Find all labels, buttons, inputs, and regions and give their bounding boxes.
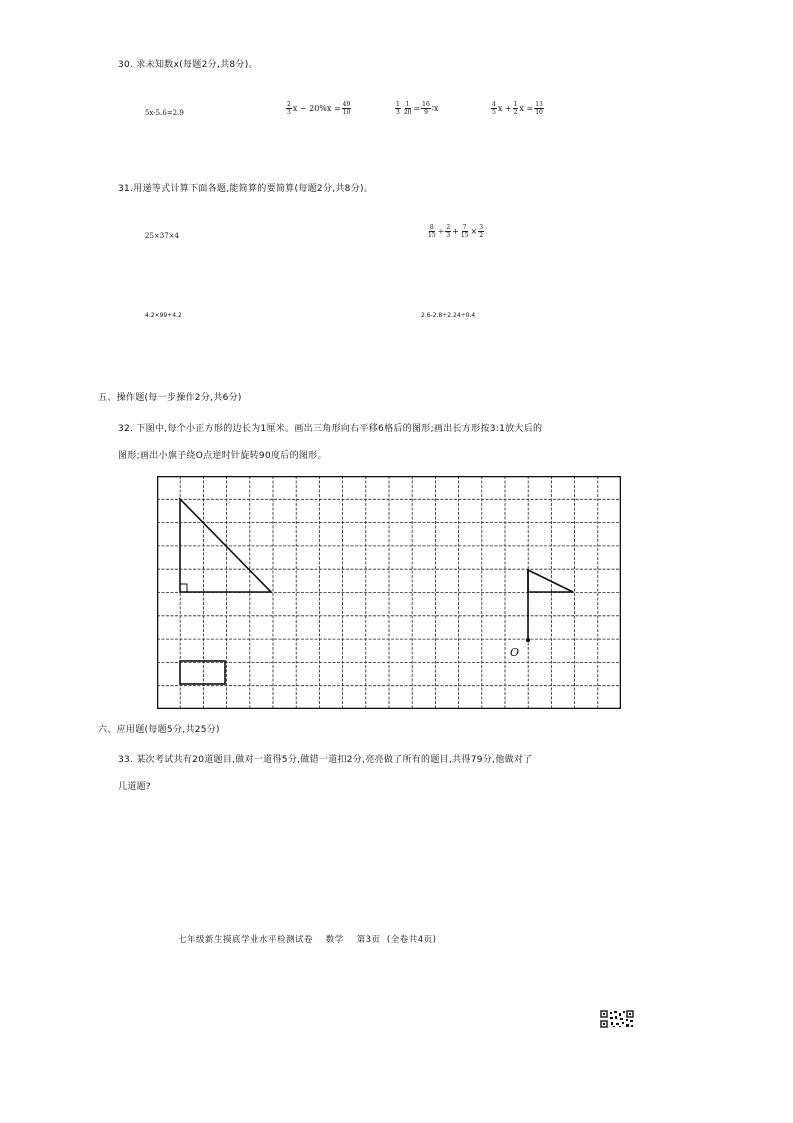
right-angle-mark [180,584,187,592]
point-o-label: O [510,646,520,659]
q31-title: 31.用递等式计算下面各题,能简算的要简算(每题2分,共8分)。 [118,184,374,194]
q30-eq1: 5x-5.6=2.9 [145,109,184,117]
section-6-title: 六、应用题(每题5分,共25分) [98,725,220,735]
q31-e2: $\frac{8}{15}$ ÷ $\frac{2}{3}$ + $\frac{7}{15}$ × $\frac{3}{2}$ [428,224,484,239]
page-footer: 七年级新生摸底学业水平检测试卷 数学 第3页 (全卷共4页) [178,935,437,945]
grid-svg [157,476,621,709]
qr-code-icon [600,1010,634,1028]
q31-e3: 4.2×99+4.2 [145,312,182,319]
q33-line2: 几道题? [118,782,151,792]
q31-e4: 2.6-2.8÷2.24÷0.4 [421,312,476,319]
q30-title: 30. 求未知数x(每题2分,共8分)。 [118,60,258,70]
q30-eq2: $\frac{2}{3}$ x − 20%x = $\frac{49}{10}$ [287,101,351,116]
q32-line2: 图形;画出小旗子绕O点逆时针旋转90度后的图形。 [118,451,327,461]
rectangle [180,661,225,684]
q30-eq3: $\frac{1}{3}$ $\frac{1}{20}$ = $\frac{16}{9}$ ∶x [396,101,439,116]
q30-eq4: $\frac{4}{5}$ x + $\frac{1}{2}$ x = $\frac{13}{10}$ [492,101,543,116]
point-o [526,638,530,642]
q33-line1: 33. 某次考试共有20道题目,做对一道得5分,做错一道扣2分,亮亮做了所有的题目,共得79分,他做对了 [118,755,533,765]
q31-e1: 25×37×4 [145,232,179,240]
section-5-title: 五、操作题(每一步操作2分,共6分) [98,393,242,403]
q32-line1: 32. 下图中,每个小正方形的边长为1厘米。画出三角形向右平移6格后的图形;画出长方形按3:1放大后的 [118,424,543,434]
flag [528,570,573,592]
square-grid [157,476,621,709]
